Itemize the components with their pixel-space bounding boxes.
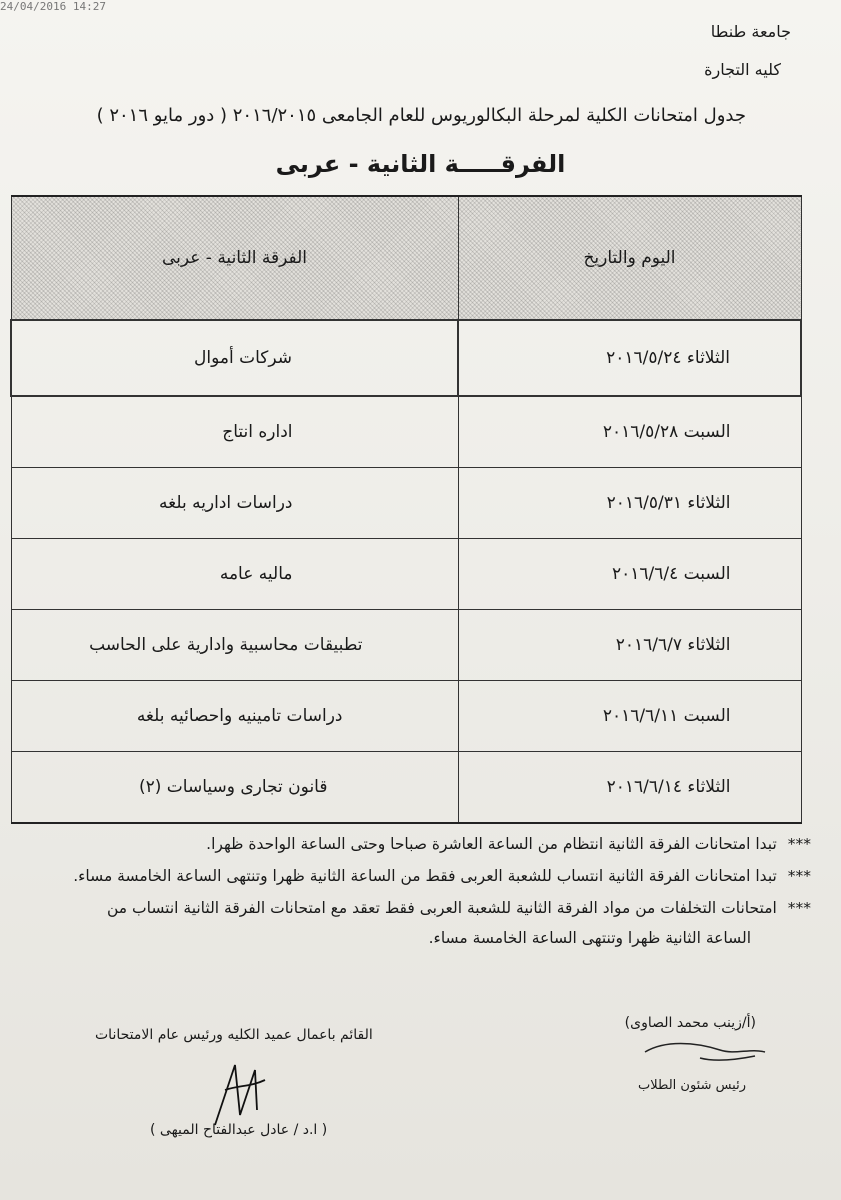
right-signatory-title: القائم باعمال عميد الكليه ورئيس عام الامتحانات [95, 1027, 373, 1043]
note-text: تبدا امتحانات الفرقة الثانية انتساب للشعبة العربى فقط من الساعة الثانية ظهرا وتنتهى الساعة الخامسة مساء. [73, 867, 777, 885]
handwritten-signature-left [640, 1030, 780, 1070]
row-day: الثلاثاء ٢٠١٦/٦/١٤ [458, 752, 801, 824]
left-signatory-name: (أ/زينب محمد الصاوى) [624, 1015, 756, 1031]
row-day: السبت ٢٠١٦/٦/١١ [458, 681, 801, 752]
table-row [11, 468, 801, 539]
note-bullet: *** [787, 899, 811, 917]
row-day: الثلاثاء ٢٠١٦/٥/٢٤ [458, 320, 801, 396]
document-title: جدول امتحانات الكلية لمرحلة البكالوريوس للعام الجامعى ٢٠١٦/٢٠١٥ ( دور مايو ٢٠١٦ ) [96, 105, 746, 126]
note-bullet: *** [787, 835, 811, 853]
table-row [11, 539, 801, 610]
print-timestamp: 24/04/2016 14:27 [0, 0, 106, 13]
notes-section [11, 835, 811, 947]
row-subject: شركات أموال [11, 320, 458, 396]
row-subject: قانون تجارى وسياسات (٢) [11, 752, 458, 824]
row-day: السبت ٢٠١٦/٥/٢٨ [458, 396, 801, 468]
table-row [11, 610, 801, 681]
note-1 [11, 835, 811, 853]
note-text: تبدا امتحانات الفرقة الثانية انتظام من الساعة العاشرة صباحا وحتى الساعة الواحدة ظهرا. [206, 835, 777, 853]
row-subject: دراسات تامينيه واحصائيه بلغه [11, 681, 458, 752]
table-row [11, 396, 801, 468]
row-day: السبت ٢٠١٦/٦/٤ [458, 539, 801, 610]
table-header-row [11, 196, 801, 320]
row-day: الثلاثاء ٢٠١٦/٦/٧ [458, 610, 801, 681]
note-3-continued: الساعة الثانية ظهرا وتنتهى الساعة الخامسة مساء. [428, 929, 751, 947]
row-day: الثلاثاء ٢٠١٦/٥/٣١ [458, 468, 801, 539]
header-class: الفرقة الثانية - عربى [11, 196, 458, 320]
row-subject: ماليه عامه [11, 539, 458, 610]
row-subject: دراسات اداريه بلغه [11, 468, 458, 539]
right-signatory-name: ( ا.د / عادل عبدالفتاح الميهى ) [150, 1122, 328, 1138]
table-row [11, 681, 801, 752]
left-signatory-title: رئيس شئون الطلاب [638, 1078, 746, 1093]
faculty-name: كليه التجارة [704, 60, 781, 79]
exam-schedule-table [10, 195, 802, 824]
note-bullet: *** [787, 867, 811, 885]
document-subtitle: الفرقـــــة الثانية - عربى [275, 150, 566, 178]
table-row [11, 752, 801, 824]
table-row [11, 320, 801, 396]
note-2 [11, 867, 811, 885]
university-name: جامعة طنطا [710, 22, 791, 41]
note-3 [11, 899, 811, 917]
note-text: امتحانات التخلفات من مواد الفرقة الثانية للشعبة العربى فقط تعقد مع امتحانات الفرقة الثانية انتساب من [106, 899, 777, 917]
header-day-date: اليوم والتاريخ [458, 196, 801, 320]
row-subject: تطبيقات محاسبية وادارية على الحاسب [11, 610, 458, 681]
row-subject: اداره انتاج [11, 396, 458, 468]
